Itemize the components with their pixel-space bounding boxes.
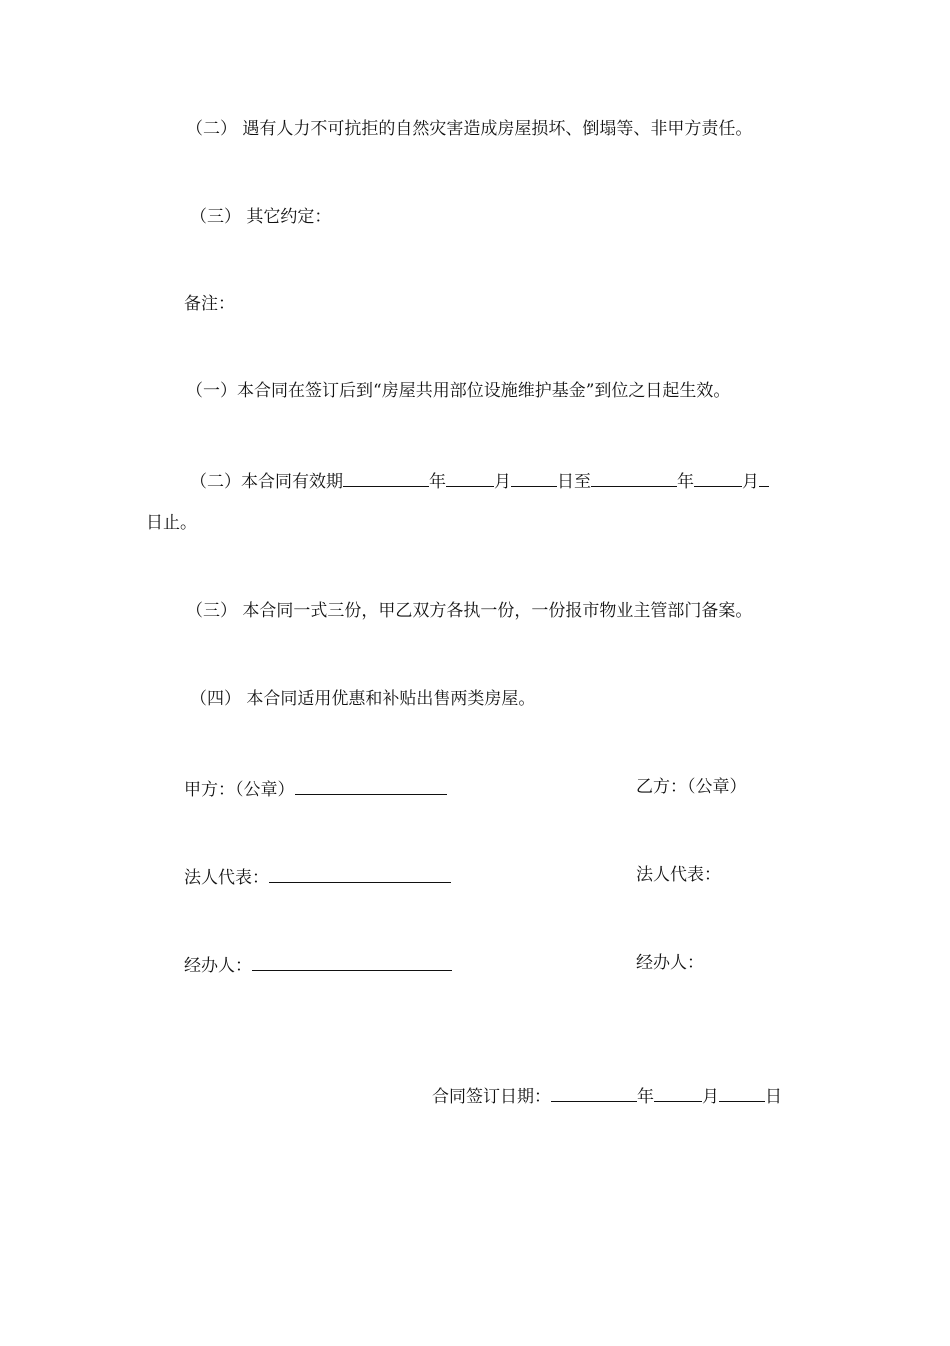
- blank-day-2: [759, 468, 769, 487]
- blank-month-1: [446, 468, 494, 487]
- signing-date-year-blank[interactable]: [551, 1083, 637, 1102]
- blank-day-1: [511, 468, 557, 487]
- note-2-suffix: 日止。: [146, 513, 197, 533]
- party-a-label: 甲方：（公章）: [184, 780, 295, 800]
- note-1: （一）本合同在签订后到“房屋共用部位设施维护基金”到位之日起生效。: [186, 381, 731, 401]
- note-4: （四） 本合同适用优惠和补贴出售两类房屋。: [190, 689, 536, 709]
- note-2-month-1: 月: [494, 472, 511, 492]
- signing-date-year: 年: [637, 1087, 654, 1107]
- blank-month-2: [694, 468, 742, 487]
- signing-date-day: 日: [765, 1087, 782, 1107]
- signing-date-row: [432, 1083, 782, 1108]
- note-2-day-to: 日至: [557, 472, 591, 492]
- party-a-agent-row: [184, 952, 452, 977]
- party-a-agent-blank[interactable]: [252, 952, 452, 971]
- note-2-prefix: （二）本合同有效期: [190, 472, 343, 492]
- party-a-agent-label: 经办人：: [184, 956, 252, 976]
- note-2-month-2: 月: [742, 472, 759, 492]
- party-a-row: [184, 776, 447, 801]
- party-b-agent-label: 经办人：: [636, 953, 704, 973]
- note-2-year-2: 年: [677, 472, 694, 492]
- clause-3: （三） 其它约定：: [190, 207, 332, 227]
- note-2: [190, 468, 769, 493]
- blank-year-2: [591, 468, 677, 487]
- party-b-legal-rep-label: 法人代表：: [636, 865, 721, 885]
- notes-heading: 备注：: [184, 294, 235, 314]
- party-a-blank[interactable]: [295, 776, 447, 795]
- note-2-year-1: 年: [429, 472, 446, 492]
- signing-date-month: 月: [702, 1087, 719, 1107]
- party-a-legal-rep-blank[interactable]: [269, 864, 451, 883]
- party-a-legal-rep-row: [184, 864, 451, 889]
- signing-date-day-blank[interactable]: [719, 1083, 765, 1102]
- clause-2: （二） 遇有人力不可抗拒的自然灾害造成房屋损坏、倒塌等、非甲方责任。: [186, 119, 753, 139]
- signing-date-label: 合同签订日期：: [432, 1087, 551, 1107]
- party-b-label: 乙方：（公章）: [636, 777, 747, 797]
- party-a-legal-rep-label: 法人代表：: [184, 868, 269, 888]
- signing-date-month-blank[interactable]: [654, 1083, 702, 1102]
- note-3: （三） 本合同一式三份，甲乙双方各执一份，一份报市物业主管部门备案。: [186, 601, 753, 621]
- blank-year-1: [343, 468, 429, 487]
